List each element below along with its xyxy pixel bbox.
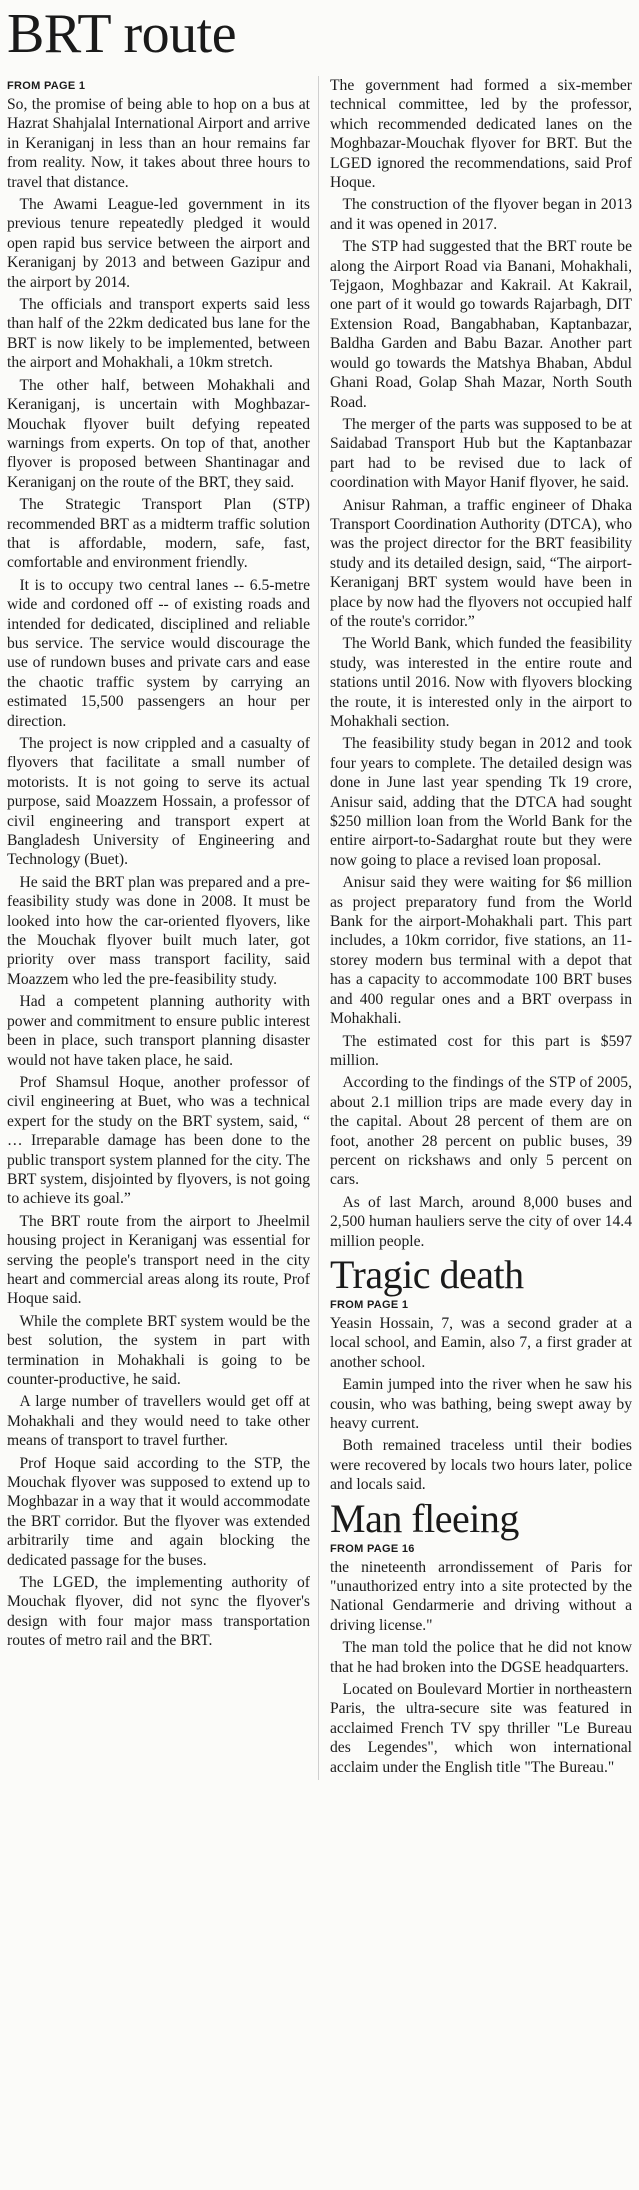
man-fleeing-headline: Man fleeing — [330, 1495, 519, 1541]
brt-paragraph: The STP had suggested that the BRT route be along the Airport Road via Banani, Mohakhali, Tejgaon, Moghbazar and Kakrail. At Kakrail, one part of it would go towards Rajarbagh, DIT Extension Road, Bangabhaban, Kaptanbazar, Baldha Garden and Babu Bazar. Another part would go towards the Matshya Bhaban, Abdul Ghani Road, Golap Shah Mazar, North South Road. — [330, 238, 632, 411]
brt-paragraph: Anisur said they were waiting for $6 million as project preparatory fund from the World Bank for the airport-Mohakhali part. This part includes, a 10km corridor, five stations, an 11-storey modern bus terminal with a depot that has a capacity to accommodate 100 BRT buses and 400 regular ones and a BRT overpass in Mohakhali. — [330, 874, 632, 1028]
brt-paragraph: As of last March, around 8,000 buses and 2,500 human hauliers serve the city of over 14.4 million people. — [330, 1193, 632, 1250]
brt-headline: BRT route — [7, 3, 237, 65]
brt-paragraph: The feasibility study began in 2012 and took four years to complete. The detailed design was done in June last year spending Tk 19 crore, Anisur said, adding that the DTCA had sought $250 million loan from the World Bank for the entire airport-to-Sadarghat route but they were now going to place a revised loan proposal. — [330, 735, 632, 869]
article-columns — [7, 76, 632, 1780]
brt-paragraph: Prof Shamsul Hoque, another professor of civil engineering at Buet, who was a technical expert for the study on the BRT system, said, “ … Irreparable damage has been done to the public transport system planned for the city. The BRT system, disjointed by flyovers, is not going to achieve its goal.” — [7, 1073, 310, 1208]
brt-paragraph: According to the findings of the STP of 2005, about 2.1 million trips are made every day in the capital. About 28 percent of them are on foot, another 28 percent on public buses, 39 percent on rickshaws and only 5 percent on cars. — [330, 1074, 632, 1189]
man-paragraph: The man told the police that he did not know that he had broken into the DGSE headquarters. — [330, 1639, 632, 1676]
tragic-paragraph: Yeasin Hossain, 7, was a second grader at a local school, and Eamin, also 7, a first grader at another school. — [330, 1314, 632, 1371]
tragic-death-headline: Tragic death — [330, 1251, 524, 1297]
brt-paragraph: So, the promise of being able to hop on a bus at Hazrat Shahjalal International Airport and arrive in Keraniganj in less than an hour remains far from reality. Now, it takes about three hours to travel that distance. — [7, 96, 310, 191]
brt-paragraph: The Strategic Transport Plan (STP) recommended BRT as a midterm traffic solution that is affordable, modern, safe, fast, comfortable and environment friendly. — [7, 496, 310, 572]
brt-paragraph: The LGED, the implementing authority of Mouchak flyover, did not sync the flyover's design with four major mass transportation routes of metro rail and the BRT. — [7, 1574, 310, 1650]
tragic-from-page: FROM PAGE 1 — [330, 1298, 409, 1311]
left-column — [7, 76, 319, 1780]
brt-paragraph: While the complete BRT system would be the best solution, the system in part with termination in Mohakhali is going to be counter-productive, he said. — [7, 1312, 310, 1388]
brt-paragraph: Had a competent planning authority with power and commitment to ensure public interest been in place, such transport planning disaster would not have taken place, he said. — [7, 993, 310, 1069]
brt-paragraph: Prof Hoque said according to the STP, the Mouchak flyover was supposed to extend up to Moghbazar in a way that it would accommodate the BRT corridor. But the flyover was extended arbitrarily time and again blocking the dedicated passage for the buses. — [7, 1454, 310, 1569]
right-column — [330, 76, 632, 1780]
tragic-paragraph: Eamin jumped into the river when he saw his cousin, who was bathing, being swept away by heavy current. — [330, 1376, 632, 1432]
man-fleeing-article — [330, 1495, 632, 1777]
brt-paragraph: The officials and transport experts said less than half of the 22km dedicated bus lane for the BRT is now likely to be implemented, between the airport and Mohakhali, a 10km stretch. — [7, 296, 310, 372]
man-paragraph: the nineteenth arrondissement of Paris for "unauthorized entry into a site protected by the National Gendarmerie and driving without a driving license." — [330, 1558, 632, 1634]
brt-paragraph: The World Bank, which funded the feasibility study, was interested in the entire route and stations until 2016. Now with flyovers blocking the route, it is interested only in the airport to Mohakhali section. — [330, 635, 632, 730]
tragic-death-article — [330, 1251, 632, 1495]
brt-paragraph: The BRT route from the airport to Jheelmil housing project in Keraniganj was essential for serving the people's transport need in the city heart and commercial areas along its route, Prof Hoque said. — [7, 1212, 310, 1308]
brt-paragraph: The other half, between Mohakhali and Keraniganj, is uncertain with Moghbazar-Mouchak flyover built defying repeated warnings from experts. On top of that, another flyover is proposed between Shantinagar and Keraniganj on the route of the BRT, they said. — [7, 376, 310, 491]
brt-paragraph: The project is now crippled and a casualty of flyovers that facilitate a small number of motorists. It is not going to serve its actual purpose, said Moazzem Hossain, a professor of civil engineering and transport expert at Bangladesh University of Engineering and Technology (Buet). — [7, 735, 310, 869]
brt-from-page: FROM PAGE 1 — [7, 80, 86, 92]
brt-paragraph: He said the BRT plan was prepared and a pre-feasibility study was done in 2008. It must be looked into how the car-oriented flyovers, like the Mouchak flyover built much later, got priority over mass transport facility, said Moazzem who led the pre-feasibility study. — [7, 873, 310, 988]
brt-paragraph: The Awami League-led government in its previous tenure repeatedly pledged it would open rapid bus service between the airport and Keraniganj by 2013 and between Gazipur and the airport by 2014. — [7, 196, 310, 291]
brt-paragraph: The government had formed a six-member technical committee, led by the professor, which recommended dedicated lanes on the Moghbazar-Mouchak flyover for BRT. But the LGED ignored the recommendations, said Prof Hoque. — [330, 77, 632, 192]
man-paragraph: Located on Boulevard Mortier in northeastern Paris, the ultra-secure site was featured in acclaimed French TV spy thriller "Le Bureau des Legendes", which won international acclaim under the English title "The Bureau." — [330, 1681, 632, 1776]
tragic-paragraph: Both remained traceless until their bodies were recovered by locals two hours later, police and locals said. — [330, 1437, 632, 1494]
brt-paragraph: It is to occupy two central lanes -- 6.5-metre wide and cordoned off -- of existing roads and intended for dedicated, disciplined and reliable bus service. The service would discourage the use of rundown buses and private cars and ease the chaotic traffic system by carrying an estimated 15,500 passengers an hour per direction. — [7, 576, 310, 730]
brt-paragraph: The construction of the flyover began in 2013 and it was opened in 2017. — [330, 196, 632, 233]
brt-paragraph: Anisur Rahman, a traffic engineer of Dhaka Transport Coordination Authority (DTCA), who was the project director for the BRT feasibility study and its detailed design, said, “The airport-Keraniganj BRT system would have been in place by now had the flyovers not occupied half of the route's corridor.” — [330, 496, 632, 630]
brt-paragraph: A large number of travellers would get off at Mohakhali and they would need to take other means of transport to travel further. — [7, 1393, 310, 1450]
brt-paragraph: The estimated cost for this part is $597 million. — [330, 1032, 632, 1069]
brt-paragraph: The merger of the parts was supposed to be at Saidabad Transport Hub but the Kaptanbazar part had to be revised due to lack of coordination with Mayor Hanif flyover, he said. — [330, 415, 632, 492]
man-from-page: FROM PAGE 16 — [330, 1542, 415, 1555]
